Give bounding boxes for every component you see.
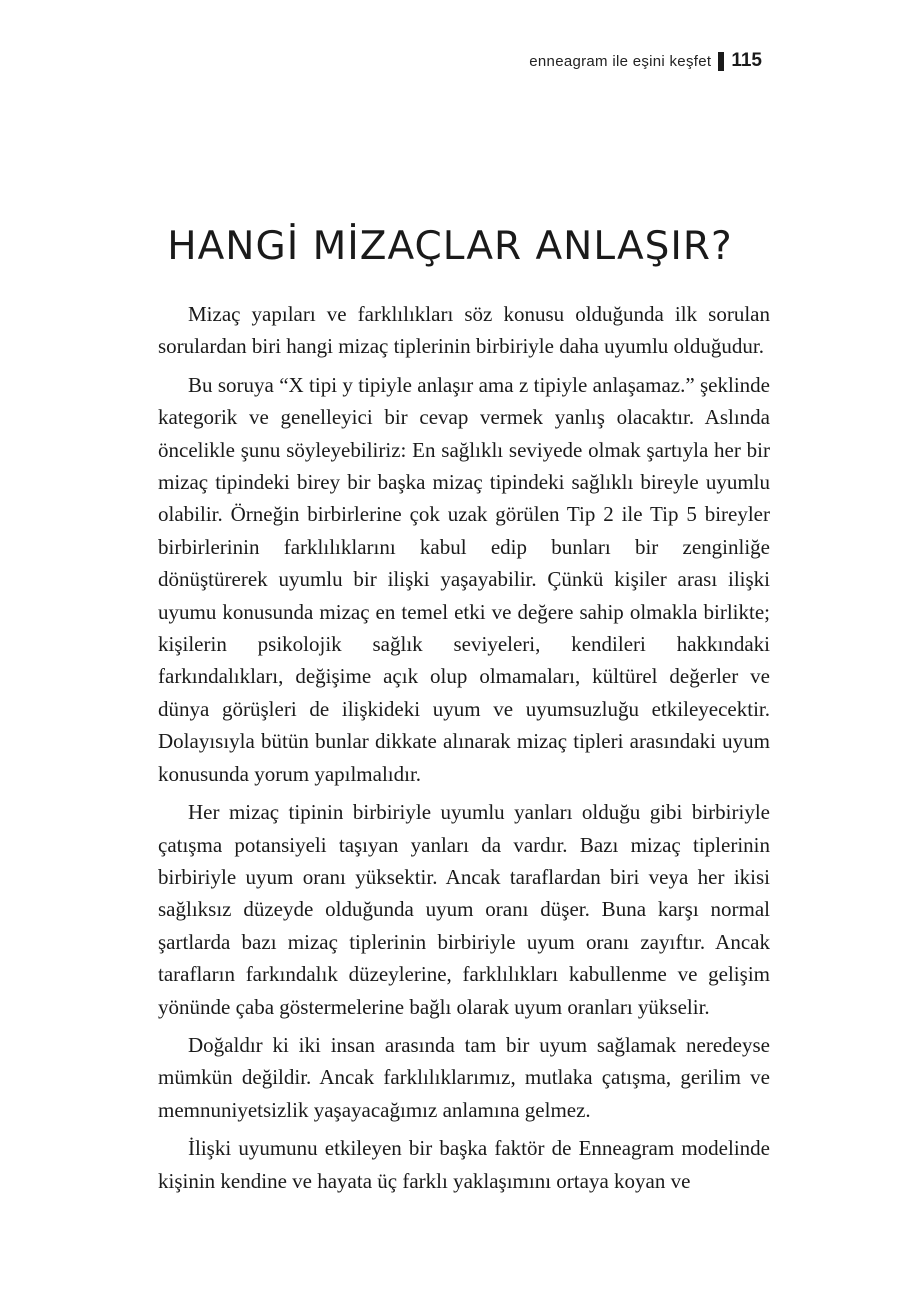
paragraph-4: Doğaldır ki iki insan arasında tam bir uyum sağlamak neredeyse mümkün değildir. Ancak farklılıklarımız, mutlaka çatışma, gerilim ve memnuniyetsizlik yaşayacağımız anlamına gelmez.	[158, 1032, 770, 1122]
paragraph-2: Bu soruya “X tipi y tipiyle anlaşır ama z tipiyle anlaşamaz.” şeklinde kategorik ve genelleyici bir cevap vermek yanlış olacaktır. Aslında öncelikle şunu söyleyebiliriz: En sağlıklı seviyede olmak şartıyla her bir mizaç tipindeki birey bir başka mizaç tipindeki sağlıklı bireyle uyumlu olabilir. Örneğin birbirlerine çok uzak görülen Tip 2 ile Tip 5 bireyler birbirlerinin farklılıklarını kabul edip bunları bir zenginliğe dönüştürerek uyumlu bir ilişki yaşayabilir. Çünkü kişiler arası ilişki uyumu konusunda mizaç en temel etki ve değere sahip olmakla birlikte; kişilerin psikolojik sağlık seviyeleri, kendileri hakkındaki farkındalıkları, değişime açık olup olmamaları, kültürel değerler ve dünya görüşleri de ilişkideki uyum ve uyumsuzluğu etkileyecektir. Dolayısıyla bütün bunlar dikkate alınarak mizaç tipleri arasındaki uyum konusunda yorum yapılmalıdır.	[158, 372, 770, 786]
chapter-title: HANGİ MİZAÇLAR ANLAŞIR?	[167, 224, 733, 269]
paragraph-1: Mizaç yapıları ve farklılıkları söz konusu olduğunda ilk sorulan sorulardan biri hangi mizaç tiplerinin birbiriyle daha uyumlu olduğudur.	[158, 302, 770, 359]
paragraph-5: İlişki uyumunu etkileyen bir başka faktör de Enneagram modelinde kişinin kendine ve hayata üç farklı yaklaşımını ortaya koyan ve	[158, 1136, 770, 1193]
paragraph-3: Her mizaç tipinin birbiriyle uyumlu yanları olduğu gibi birbiriyle çatışma potansiyeli taşıyan yanları da vardır. Bazı mizaç tiplerinin birbiriyle uyum oranı yüksektir. Ancak taraflardan biri veya her ikisi sağlıksız düzeyde olduğunda uyum oranı düşer. Buna karşı normal şartlarda bazı mizaç tiplerinin birbiriyle uyum oranı zayıftır. Ancak tarafların farkındalık düzeylerine, farklılıkları kabullenme ve gelişim yönünde çaba göstermelerine bağlı olarak uyum oranları yükselir.	[158, 800, 770, 1019]
running-head	[529, 50, 762, 72]
page-number: 115	[731, 50, 762, 71]
running-head-separator-bar	[718, 52, 724, 71]
body-text	[158, 298, 770, 1203]
running-head-book-title: enneagram ile eşini keşfet	[529, 52, 712, 70]
